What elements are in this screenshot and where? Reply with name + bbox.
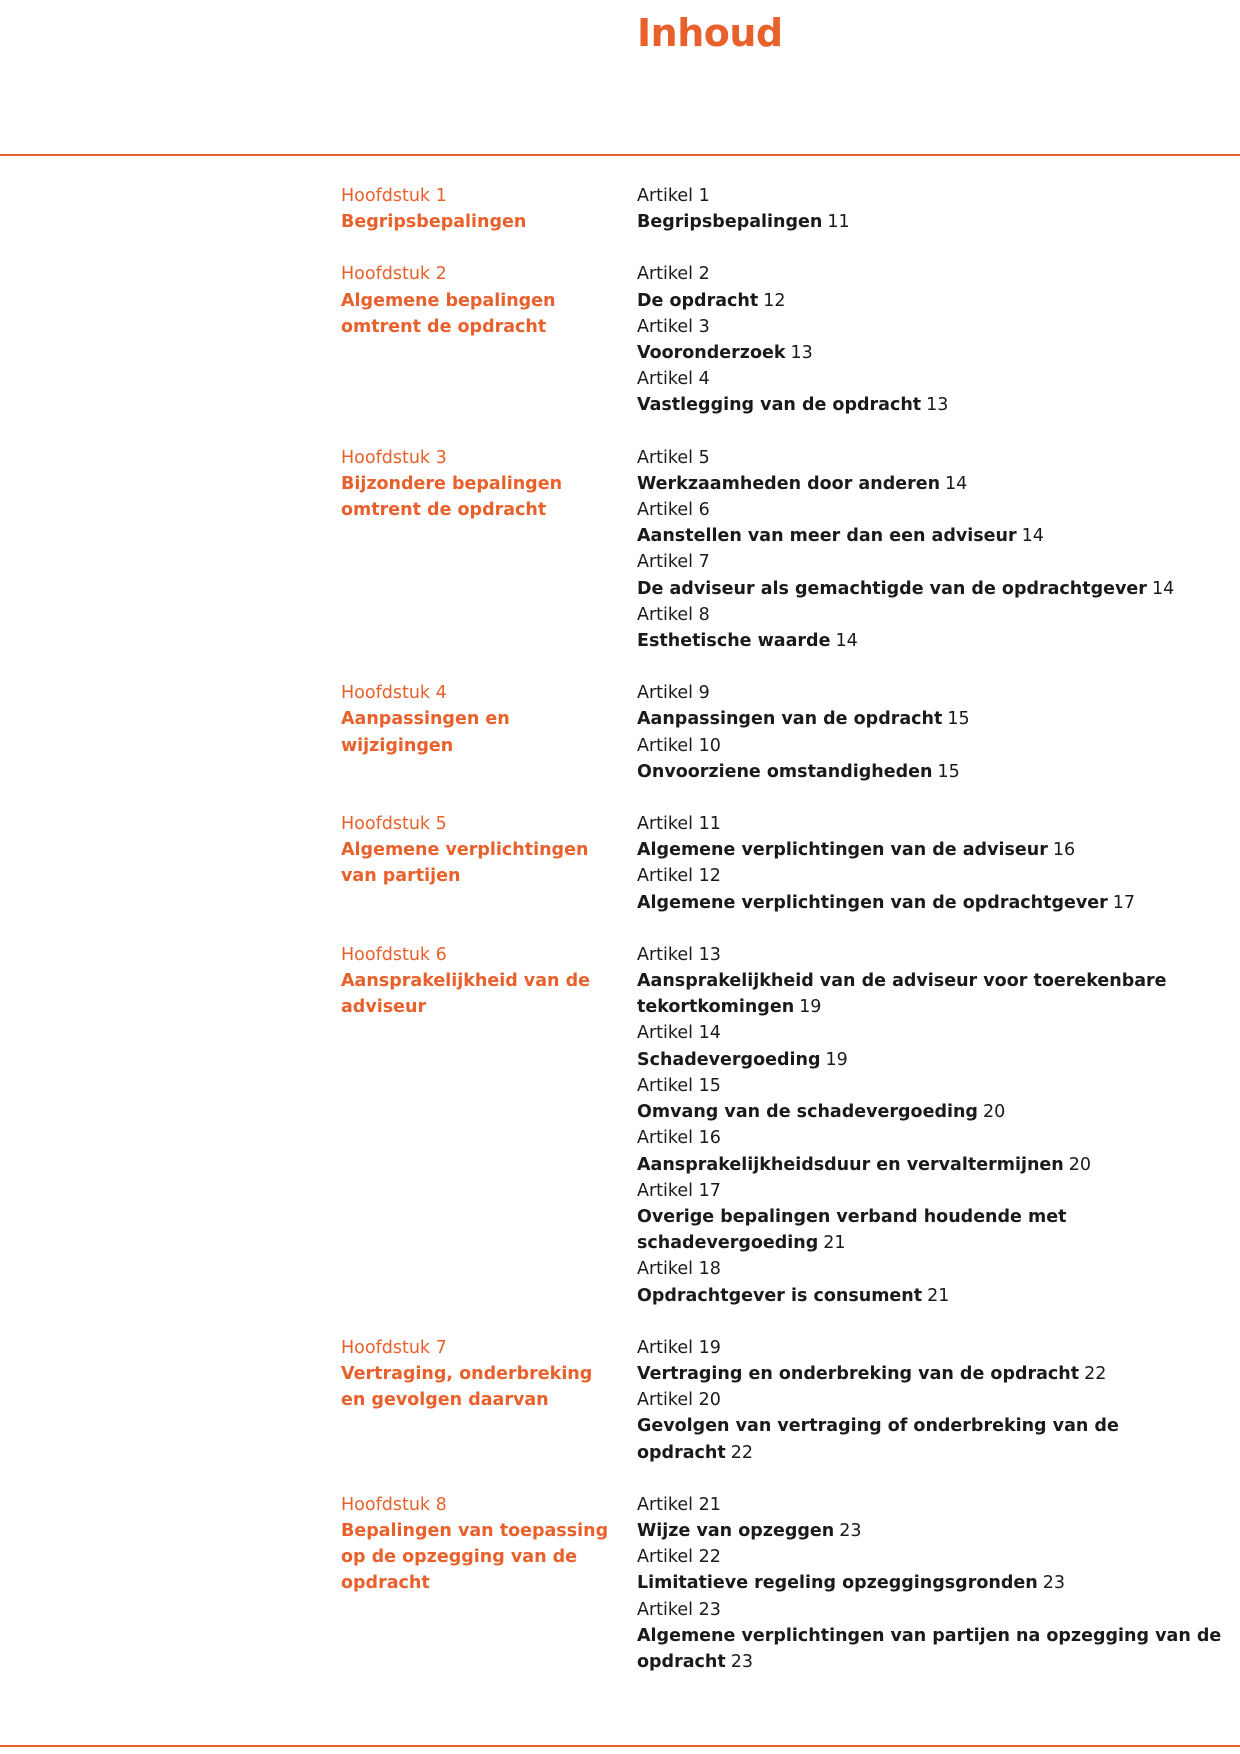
article-title-text: Esthetische waarde bbox=[637, 631, 831, 652]
article-list bbox=[637, 183, 1231, 235]
article-list bbox=[637, 811, 1231, 916]
article-list bbox=[637, 1492, 1231, 1675]
article-page-number: 22 bbox=[730, 1442, 753, 1463]
article-title-text: Limitatieve regeling opzeggingsgronden bbox=[637, 1573, 1038, 1594]
chapter-title: Bepalingen van toepassing op de opzegging van de opdracht bbox=[341, 1520, 609, 1594]
article-title-text: Aanstellen van meer dan een adviseur bbox=[637, 526, 1017, 547]
chapter-title: Aanpassingen en wijzigingen bbox=[341, 709, 510, 756]
toc-article bbox=[637, 1125, 1231, 1177]
article-label: Artikel 10 bbox=[637, 735, 721, 756]
toc-article bbox=[637, 733, 1231, 785]
article-label: Artikel 21 bbox=[637, 1494, 721, 1515]
article-title-text: Algemene verplichtingen van de adviseur bbox=[637, 840, 1048, 861]
article-label: Artikel 16 bbox=[637, 1128, 721, 1149]
toc-article bbox=[637, 1178, 1231, 1257]
article-title bbox=[637, 1204, 1231, 1256]
article-title bbox=[637, 1570, 1231, 1596]
article-title-text: Vastlegging van de opdracht bbox=[637, 395, 922, 416]
toc-chapter bbox=[341, 811, 1231, 916]
article-page-number: 13 bbox=[926, 395, 949, 416]
toc-article bbox=[637, 1387, 1231, 1466]
article-page-number: 21 bbox=[927, 1285, 950, 1306]
article-page-number: 23 bbox=[1042, 1573, 1065, 1594]
chapter-heading bbox=[341, 183, 637, 235]
toc-chapter bbox=[341, 680, 1231, 785]
article-label: Artikel 8 bbox=[637, 604, 710, 625]
chapter-label: Hoofdstuk 4 bbox=[341, 683, 447, 704]
chapter-title: Algemene verplichtingen van partijen bbox=[341, 840, 589, 887]
article-title bbox=[637, 1623, 1231, 1675]
article-label: Artikel 19 bbox=[637, 1337, 721, 1358]
article-title bbox=[637, 340, 1231, 366]
article-title-text: De adviseur als gemachtigde van de opdrachtgever bbox=[637, 578, 1147, 599]
chapter-label: Hoofdstuk 1 bbox=[341, 186, 447, 206]
article-title-text: Gevolgen van vertraging of onderbreking van de opdracht bbox=[637, 1416, 1119, 1463]
article-label: Artikel 22 bbox=[637, 1547, 721, 1568]
chapter-heading bbox=[341, 1492, 637, 1597]
article-list bbox=[637, 1335, 1231, 1466]
article-title-text: Omvang van de schadevergoeding bbox=[637, 1102, 978, 1123]
toc-article bbox=[637, 497, 1231, 549]
article-title-text: Algemene verplichtingen van de opdrachtgever bbox=[637, 892, 1108, 913]
article-page-number: 19 bbox=[799, 997, 822, 1018]
article-title bbox=[637, 523, 1231, 549]
toc-article bbox=[637, 445, 1231, 497]
article-page-number: 20 bbox=[1068, 1154, 1092, 1175]
chapter-title: Aansprakelijkheid van de adviseur bbox=[341, 971, 590, 1018]
article-title-text: Aansprakelijkheid van de adviseur voor toerekenbare tekortkomingen bbox=[637, 971, 1167, 1018]
article-title bbox=[637, 392, 1231, 418]
article-title-text: Wijze van opzeggen bbox=[637, 1520, 835, 1541]
article-title-text: Aansprakelijkheidsduur en vervaltermijnen bbox=[637, 1154, 1064, 1175]
toc-article bbox=[637, 811, 1231, 863]
chapter-label: Hoofdstuk 8 bbox=[341, 1494, 447, 1515]
chapter-title: Begripsbepalingen bbox=[341, 212, 527, 233]
article-title bbox=[637, 706, 1231, 732]
toc-article bbox=[637, 680, 1231, 732]
article-page-number: 15 bbox=[937, 761, 960, 782]
article-list bbox=[637, 680, 1231, 785]
article-label: Artikel 5 bbox=[637, 447, 710, 468]
article-list bbox=[637, 445, 1231, 655]
article-title-text: Algemene verplichtingen van partijen na opzegging van de opdracht bbox=[637, 1625, 1222, 1672]
toc-chapter bbox=[341, 1492, 1231, 1675]
article-page-number: 14 bbox=[1151, 578, 1175, 599]
article-page-number: 22 bbox=[1084, 1363, 1107, 1384]
article-label: Artikel 6 bbox=[637, 500, 710, 521]
table-of-contents bbox=[341, 183, 1231, 1701]
article-label: Artikel 3 bbox=[637, 316, 710, 337]
article-label: Artikel 11 bbox=[637, 814, 721, 835]
bottom-divider bbox=[0, 1745, 1240, 1747]
article-label: Artikel 4 bbox=[637, 369, 710, 390]
chapter-heading bbox=[341, 261, 637, 340]
article-title-text: Overige bepalingen verband houdende met schadevergoeding bbox=[637, 1206, 1067, 1254]
chapter-title: Vertraging, onderbreking en gevolgen daarvan bbox=[341, 1363, 593, 1411]
chapter-title: Algemene bepalingen omtrent de opdracht bbox=[341, 290, 556, 337]
article-label: Artikel 18 bbox=[637, 1259, 721, 1280]
article-page-number: 14 bbox=[1021, 526, 1044, 547]
chapter-heading bbox=[341, 680, 637, 759]
article-title-text: Begripsbepalingen bbox=[637, 212, 823, 233]
article-page-number: 17 bbox=[1112, 892, 1136, 913]
toc-article bbox=[637, 1492, 1231, 1544]
article-page-number: 11 bbox=[827, 212, 850, 233]
chapter-label: Hoofdstuk 6 bbox=[341, 944, 447, 965]
article-title bbox=[637, 1283, 1231, 1309]
article-page-number: 23 bbox=[730, 1651, 753, 1672]
article-title bbox=[637, 890, 1231, 916]
toc-chapter bbox=[341, 1335, 1231, 1466]
toc-article bbox=[637, 549, 1231, 601]
toc-article bbox=[637, 1544, 1231, 1596]
article-title bbox=[637, 968, 1231, 1020]
article-title-text: De opdracht bbox=[637, 290, 759, 311]
article-label: Artikel 20 bbox=[637, 1390, 721, 1411]
article-label: Artikel 14 bbox=[637, 1023, 721, 1044]
chapter-label: Hoofdstuk 7 bbox=[341, 1337, 447, 1358]
toc-article bbox=[637, 1020, 1231, 1072]
article-title bbox=[637, 1413, 1231, 1465]
article-label: Artikel 1 bbox=[637, 186, 710, 206]
article-list bbox=[637, 942, 1231, 1309]
top-divider bbox=[0, 154, 1240, 156]
article-title-text: Schadevergoeding bbox=[637, 1049, 821, 1070]
article-title bbox=[637, 759, 1231, 785]
chapter-heading bbox=[341, 942, 637, 1021]
toc-chapter bbox=[341, 445, 1231, 655]
article-label: Artikel 13 bbox=[637, 944, 721, 965]
article-title bbox=[637, 837, 1231, 863]
chapter-heading bbox=[341, 1335, 637, 1414]
article-label: Artikel 12 bbox=[637, 866, 721, 887]
article-page-number: 12 bbox=[763, 290, 786, 311]
page-title: Inhoud bbox=[637, 11, 783, 55]
toc-article bbox=[637, 1256, 1231, 1308]
toc-chapter bbox=[341, 183, 1231, 235]
article-title bbox=[637, 628, 1231, 654]
chapter-heading bbox=[341, 811, 637, 890]
article-list bbox=[637, 261, 1231, 418]
toc-article bbox=[637, 942, 1231, 1021]
article-title-text: Opdrachtgever is consument bbox=[637, 1285, 923, 1306]
article-title-text: Vooronderzoek bbox=[637, 343, 786, 364]
article-title-text: Vertraging en onderbreking van de opdracht bbox=[637, 1363, 1080, 1384]
toc-article bbox=[637, 1073, 1231, 1125]
article-page-number: 13 bbox=[790, 343, 813, 364]
article-label: Artikel 9 bbox=[637, 683, 710, 704]
chapter-label: Hoofdstuk 3 bbox=[341, 447, 447, 468]
toc-article bbox=[637, 1335, 1231, 1387]
toc-article bbox=[637, 863, 1231, 915]
article-label: Artikel 2 bbox=[637, 264, 710, 285]
chapter-label: Hoofdstuk 5 bbox=[341, 814, 447, 835]
chapter-heading bbox=[341, 445, 637, 524]
article-page-number: 20 bbox=[982, 1102, 1006, 1123]
article-page-number: 16 bbox=[1052, 840, 1076, 861]
article-title bbox=[637, 1518, 1231, 1544]
article-title bbox=[637, 1361, 1231, 1387]
article-title bbox=[637, 1047, 1231, 1073]
article-page-number: 15 bbox=[947, 709, 970, 730]
article-title-text: Aanpassingen van de opdracht bbox=[637, 709, 943, 730]
toc-article bbox=[637, 366, 1231, 418]
article-page-number: 14 bbox=[835, 631, 858, 652]
article-label: Artikel 17 bbox=[637, 1180, 721, 1201]
chapter-title: Bijzondere bepalingen omtrent de opdracht bbox=[341, 473, 563, 521]
article-label: Artikel 7 bbox=[637, 552, 710, 573]
toc-article bbox=[637, 314, 1231, 366]
article-title bbox=[637, 471, 1231, 497]
toc-article bbox=[637, 183, 1231, 235]
article-title bbox=[637, 1099, 1231, 1125]
article-title bbox=[637, 288, 1231, 314]
toc-chapter bbox=[341, 942, 1231, 1309]
toc-article bbox=[637, 1597, 1231, 1676]
chapter-label: Hoofdstuk 2 bbox=[341, 264, 447, 285]
article-page-number: 21 bbox=[823, 1233, 846, 1254]
article-page-number: 14 bbox=[945, 473, 968, 494]
article-label: Artikel 23 bbox=[637, 1599, 721, 1620]
article-label: Artikel 15 bbox=[637, 1075, 721, 1096]
toc-article bbox=[637, 602, 1231, 654]
article-title bbox=[637, 576, 1231, 602]
article-title-text: Onvoorziene omstandigheden bbox=[637, 761, 933, 782]
article-page-number: 19 bbox=[825, 1049, 848, 1070]
article-title bbox=[637, 1152, 1231, 1178]
article-page-number: 23 bbox=[839, 1520, 862, 1541]
article-title-text: Werkzaamheden door anderen bbox=[637, 473, 941, 494]
toc-chapter bbox=[341, 261, 1231, 418]
toc-article bbox=[637, 261, 1231, 313]
article-title bbox=[637, 209, 1231, 235]
